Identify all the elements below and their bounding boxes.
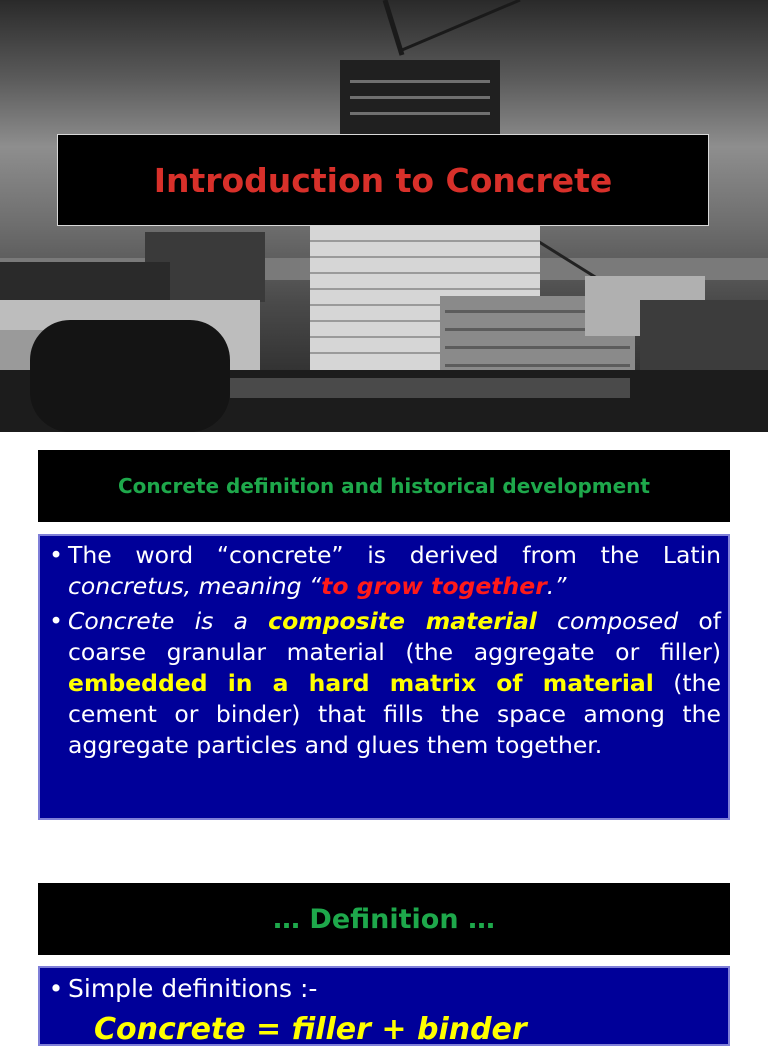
- bullet-item-simple-definitions: [44, 972, 721, 1006]
- bullet-item-etymology: [44, 540, 721, 602]
- hero-photo: [0, 0, 768, 432]
- section-title: … Definition …: [273, 903, 495, 935]
- bullet-icon: •: [49, 607, 63, 635]
- bullet-text-italic: Concrete is a: [68, 607, 269, 635]
- bullet-text-part: of coarse granular material (the aggregate or filler): [68, 607, 721, 666]
- highlight-yellow-text: embedded in a hard matrix of material: [68, 669, 654, 697]
- bullet-text: Simple definitions :-: [68, 974, 318, 1003]
- page-title: Introduction to Concrete: [153, 160, 613, 200]
- bullet-text-italic: concretus, meaning “: [68, 572, 322, 600]
- section-title: Concrete definition and historical development: [118, 474, 650, 498]
- bullet-icon: •: [48, 974, 64, 1003]
- title-banner: [57, 134, 709, 226]
- bullet-text-italic: .”: [546, 572, 567, 600]
- bullet-text-part: The word “concrete” is derived from the Latin: [68, 541, 721, 569]
- highlight-yellow-text: composite material: [268, 607, 537, 635]
- definition-content-box: [38, 534, 730, 820]
- highlight-red-text: to grow together: [321, 572, 547, 600]
- bullet-text-part: (the cement or binder) that fills the space among the aggregate particles and glues them together.: [68, 669, 721, 759]
- bullet-icon: •: [49, 541, 63, 569]
- bullet-text: [68, 606, 721, 761]
- simple-definition-box: [38, 966, 730, 1046]
- bullet-text: [68, 540, 721, 602]
- section-header-definition: [38, 883, 730, 955]
- section-header-definition-history: [38, 450, 730, 522]
- formula-text: Concrete = filler + binder: [94, 1012, 527, 1047]
- bullet-item-composite: [44, 606, 721, 761]
- bullet-text-italic: composed: [536, 607, 679, 635]
